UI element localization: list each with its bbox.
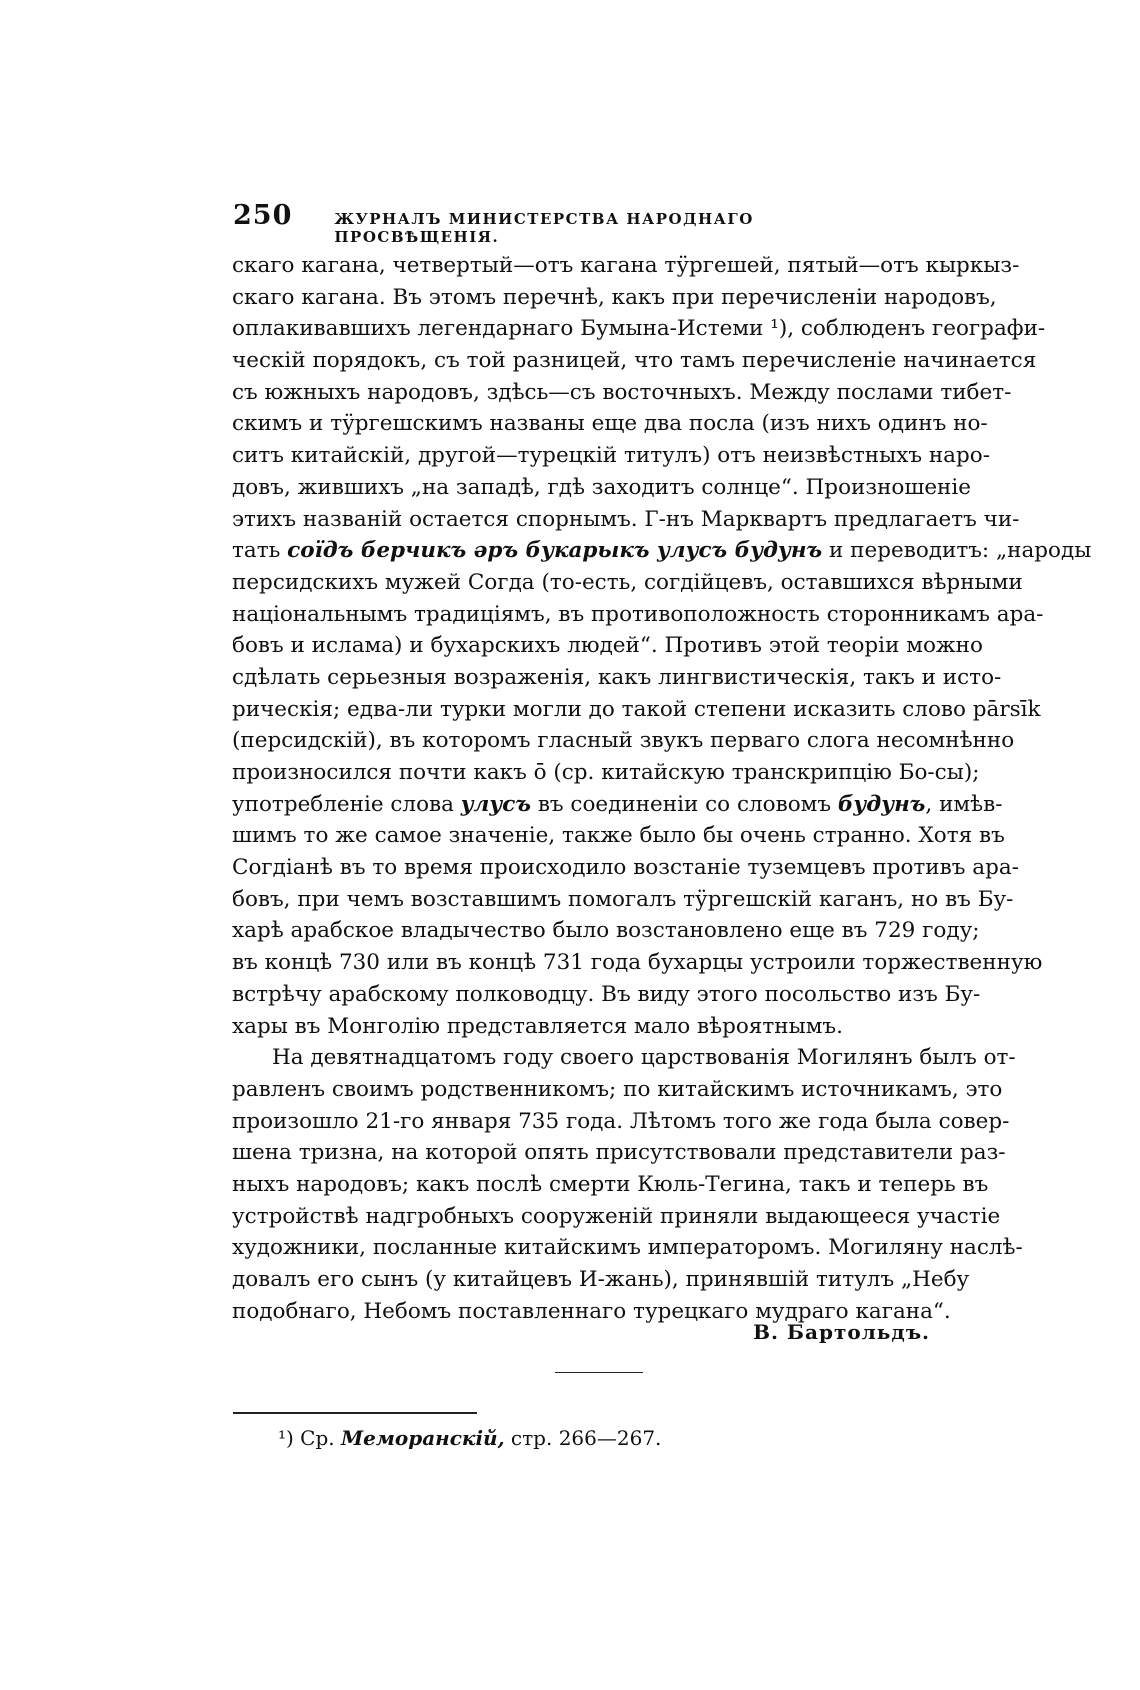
text-line: сдѣлать серьезныя возраженія, какъ лингвистическія, такъ и исто-: [232, 664, 1002, 690]
text-line: бовъ и ислама) и бухарскихъ людей“. Противъ этой теоріи можно: [232, 633, 983, 659]
text-line: произошло 21-го января 735 года. Лѣтомъ того же года была совер-: [232, 1108, 1010, 1134]
text-line: харѣ арабское владычество было возстановлено еще въ 729 году;: [232, 918, 980, 944]
text-span: , имѣв-: [925, 791, 1003, 817]
text-line: оплакивавшихъ легендарнаго Бумына-Истеми ¹), соблюденъ географи-: [232, 316, 1046, 342]
text-line: довъ, жившихъ „на западѣ, гдѣ заходитъ солнце“. Произношеніе: [232, 474, 971, 500]
footnote-text: ¹) Ср.: [278, 1426, 341, 1450]
text-line: встрѣчу арабскому полководцу. Въ виду этого посольство изъ Бу-: [232, 981, 981, 1007]
section-divider: [555, 1372, 643, 1373]
text-span: и переводитъ: „народы: [822, 538, 1092, 564]
text-line: скаго кагана, четвертый—отъ кагана тӱргешей, пятый—отъ кыркыз-: [232, 253, 1020, 278]
text-line: довалъ его сынъ (у китайцевъ И-жань), принявшій титулъ „Небу: [232, 1267, 970, 1292]
text-line: съ южныхъ народовъ, здѣсь—съ восточныхъ. Между послами тибет-: [232, 379, 1012, 405]
text-line: національнымъ традиціямъ, въ противоположность сторонникамъ ара-: [232, 601, 1044, 627]
italic-turkic-phrase: соїдъ берчикъ əръ букарыкъ улусъ будунъ: [287, 538, 823, 564]
body-text: [232, 250, 1092, 1327]
text-line: На девятнадцатомъ году своего царствованія Могилянъ былъ от-: [272, 1045, 1016, 1071]
footnote-rule: [233, 1412, 477, 1414]
text-line: [232, 535, 1092, 567]
text-span: употребленіе слова: [232, 791, 461, 817]
page-header: [233, 200, 913, 246]
running-head: ЖУРНАЛЪ МИНИСТЕРСТВА НАРОДНАГО ПРОСВѢЩЕНІЯ.: [334, 210, 754, 246]
text-line: скаго кагана. Въ этомъ перечнѣ, какъ при перечисленіи народовъ,: [232, 284, 997, 310]
text-line: шимъ то же самое значеніе, также было бы очень странно. Хотя въ: [232, 823, 1005, 849]
text-line: равленъ своимъ родственникомъ; по китайскимъ источникамъ, это: [232, 1076, 1003, 1102]
text-line: ныхъ народовъ; какъ послѣ смерти Кюль-Тегина, такъ и теперь въ: [232, 1171, 989, 1197]
text-line: устройствѣ надгробныхъ сооруженій приняли выдающееся участіе: [232, 1203, 1001, 1229]
text-line: (персидскій), въ которомъ гласный звукъ перваго слога несомнѣнно: [232, 728, 1015, 754]
text-line: въ концѣ 730 или въ концѣ 731 года бухарцы устроили торжественную: [232, 950, 1043, 976]
text-line: шена тризна, на которой опять присутствовали представители раз-: [232, 1140, 1006, 1166]
text-line: произносился почти какъ ō (ср. китайскую транскрипцію Бо-сы);: [232, 760, 980, 785]
text-line: этихъ названій остается спорнымъ. Г-нъ Марквартъ предлагаетъ чи-: [232, 506, 1020, 532]
text-line: бовъ, при чемъ возставшимъ помогалъ тӱргешскій каганъ, но въ Бу-: [232, 886, 1014, 912]
text-line: ческій порядокъ, съ той разницей, что тамъ перечисленіе начинается: [232, 348, 1037, 374]
footnote-text: стр. 266—267.: [504, 1426, 662, 1450]
text-line: скимъ и тӱргешскимъ названы еще два посла (изъ нихъ одинъ но-: [232, 411, 988, 437]
text-line: ситъ китайскій, другой—турецкій титулъ) отъ неизвѣстныхъ наро-: [232, 443, 990, 469]
footnote-italic: Меморанскій,: [341, 1426, 505, 1450]
italic-word: будунъ: [837, 791, 926, 817]
footnote: [278, 1426, 661, 1450]
page-number: 250: [233, 200, 293, 231]
italic-word: улусъ: [460, 791, 531, 817]
text-span: въ соединеніи со словомъ: [530, 791, 838, 817]
text-line: рическія; едва-ли турки могли до такой степени исказить слово pārsīk: [232, 696, 1041, 722]
text-span: тать: [232, 538, 288, 564]
text-line: Согдіанѣ въ то время происходило возстаніе туземцевъ противъ ара-: [232, 855, 1019, 881]
text-line: художники, посланные китайскимъ императоромъ. Могиляну наслѣ-: [232, 1235, 1023, 1261]
author-signature: В. Бартольдъ.: [753, 1320, 930, 1344]
text-line: [232, 789, 1003, 821]
text-line: подобнаго, Небомъ поставленнаго турецкаго мудраго кагана“.: [232, 1298, 951, 1324]
text-line: персидскихъ мужей Согда (то-есть, согдійцевъ, оставшихся вѣрными: [232, 569, 1023, 595]
text-line: хары въ Монголію представляется мало вѣроятнымъ.: [232, 1013, 843, 1039]
